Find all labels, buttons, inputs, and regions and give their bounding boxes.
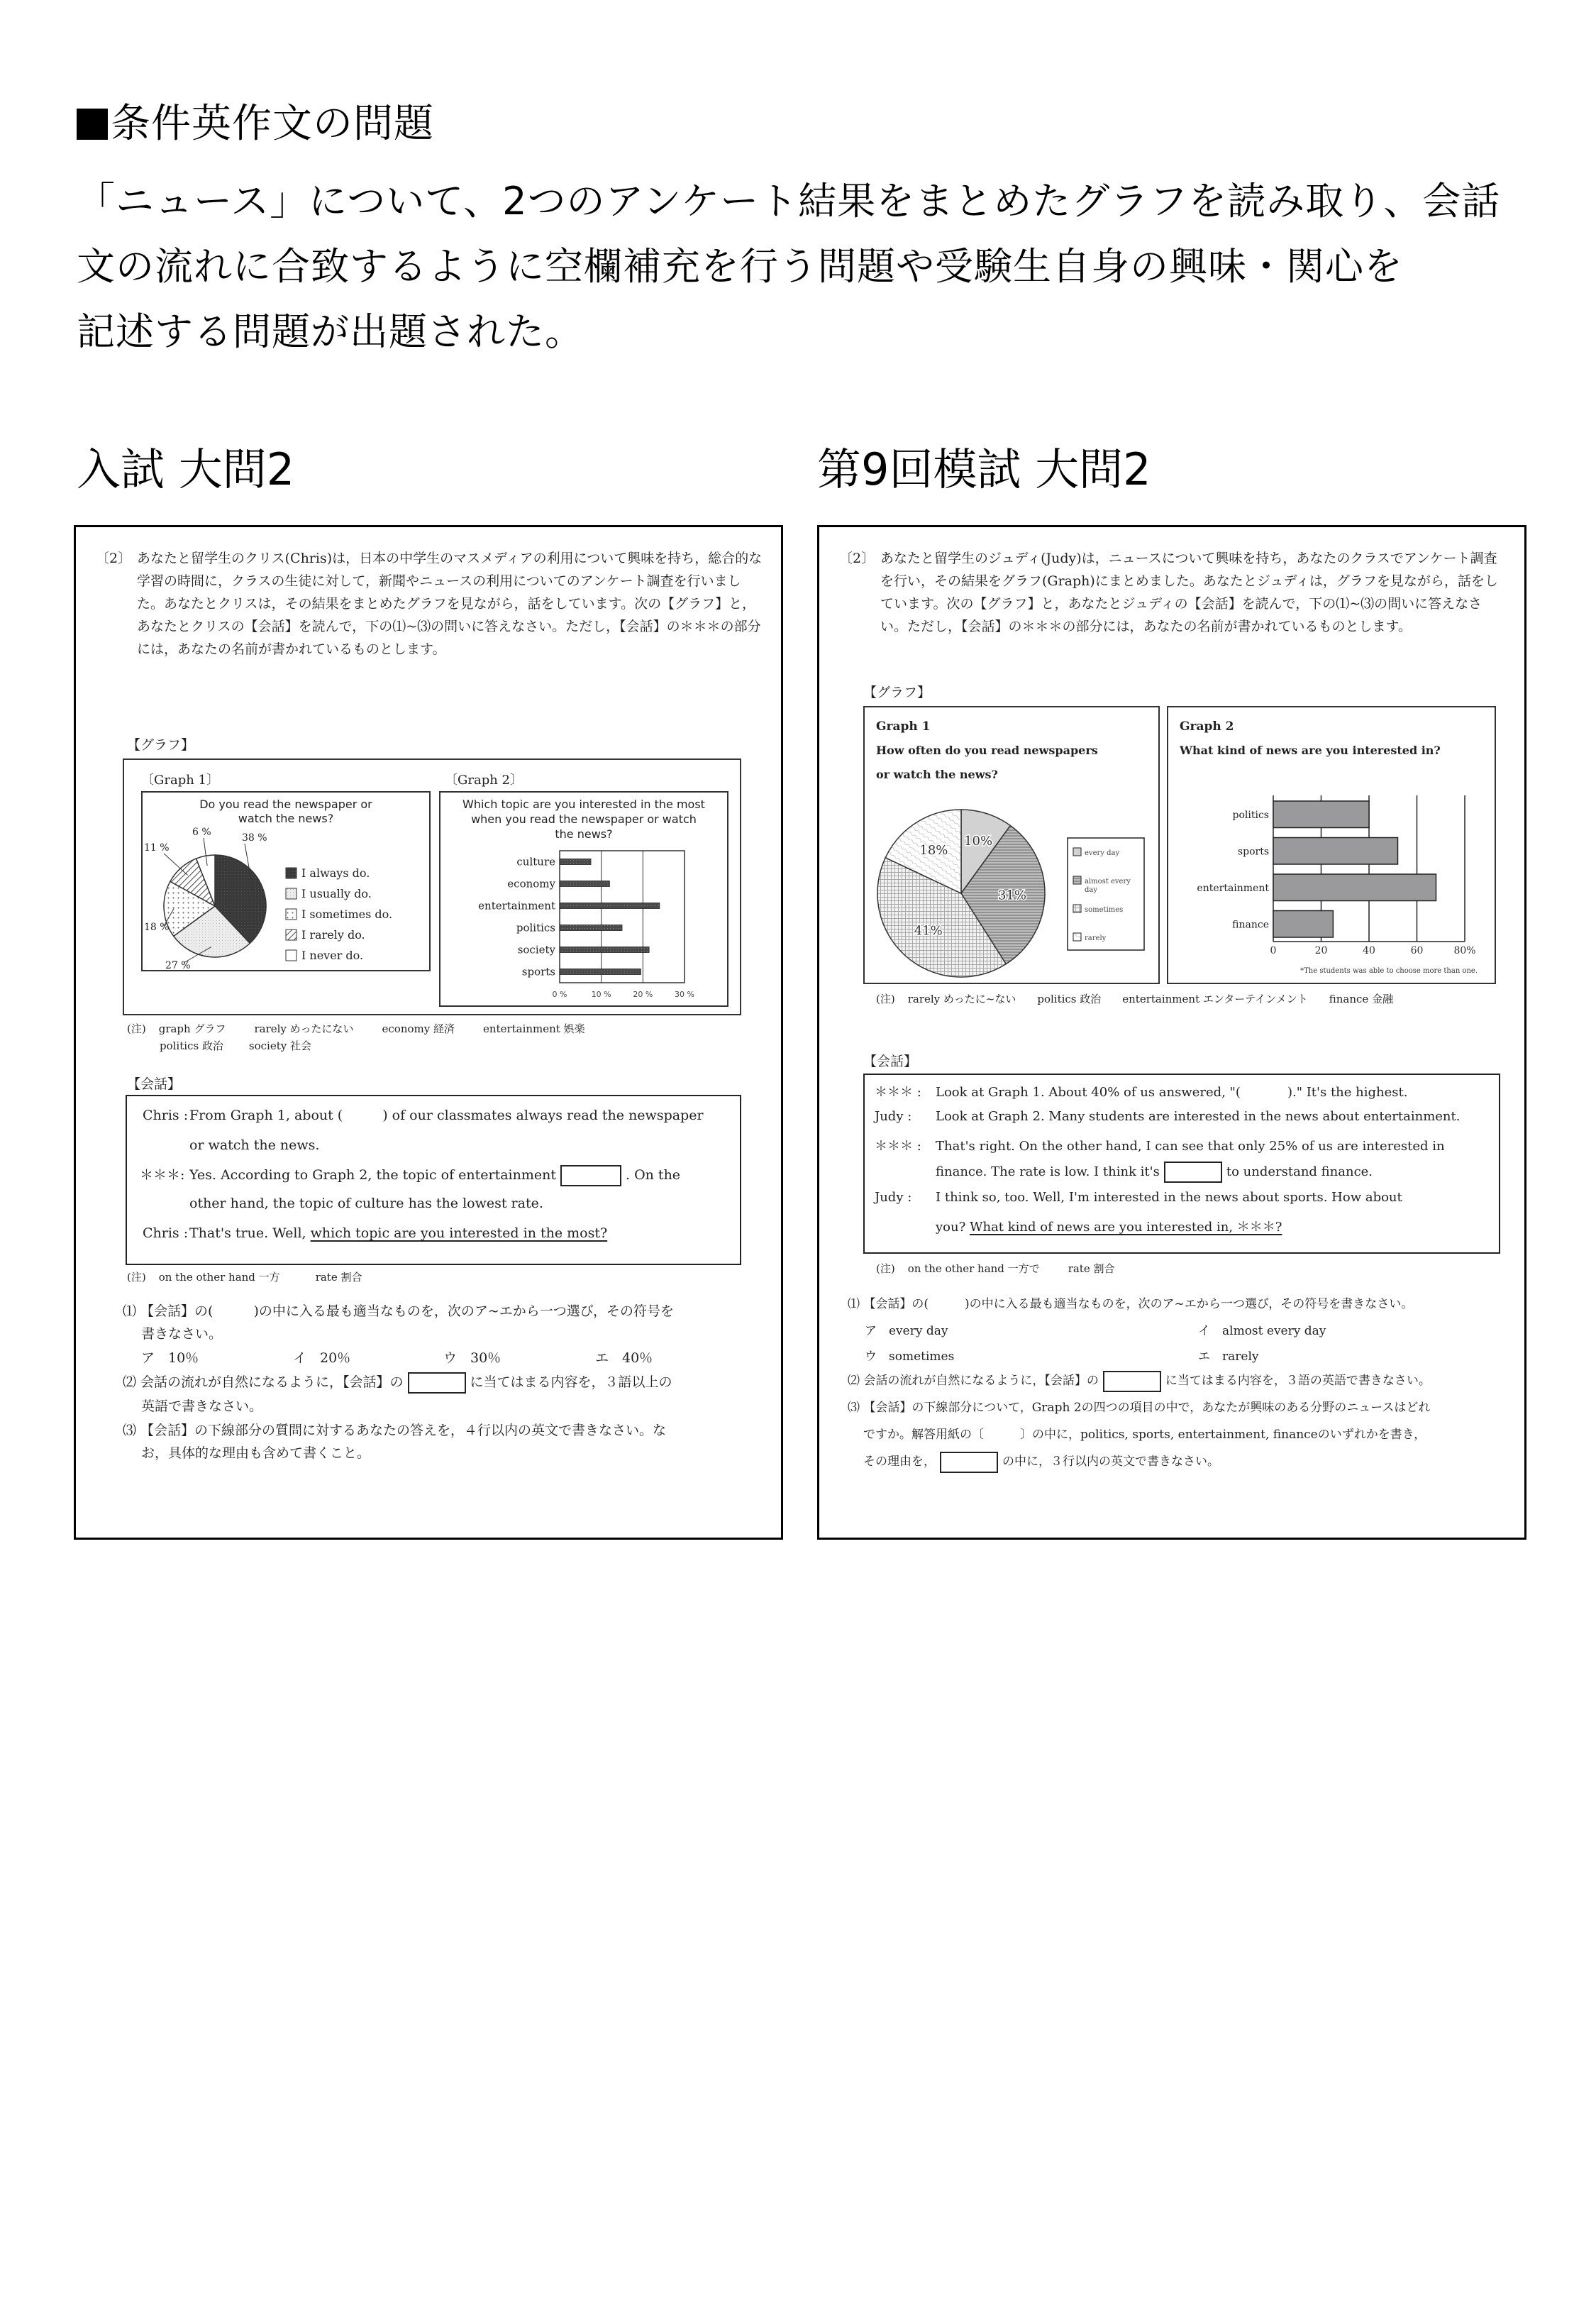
bar [560, 859, 591, 865]
answer-blank-box [1164, 1162, 1222, 1183]
bar [560, 947, 649, 953]
conversation-line [875, 1109, 1460, 1124]
legend-label: I never do. [301, 949, 364, 962]
question-1: ⑴ 【会話】の( )の中に入る最も適当なものを，次のア~エから一つ選び，その符号を [123, 1303, 675, 1319]
utterance: Look at Graph 1. About 40% of us answered, "( [936, 1085, 1241, 1100]
intro-description [77, 169, 1552, 365]
pie-data-label: 31% [997, 888, 1026, 903]
graph2-title-line2: when you read the newspaper or watch [471, 812, 697, 826]
note-item: society 社会 [248, 1039, 311, 1052]
y-category-label: finance [1232, 919, 1269, 931]
x-tick-label: 40 [1363, 945, 1375, 956]
y-category-label: entertainment [478, 899, 555, 912]
legend-label: almost every [1085, 878, 1131, 886]
conversation-line: other hand, the topic of culture has the lowest rate. [189, 1196, 543, 1211]
legend-label: I sometimes do. [301, 907, 393, 921]
graph1-pie-chart [141, 791, 431, 971]
bar [1273, 911, 1333, 938]
utterance: That's right. On the other hand, I can see that only 25% of us are interested in [936, 1139, 1445, 1154]
y-category-label: politics [1232, 809, 1269, 821]
note-marker: (注) [127, 1271, 146, 1284]
graph1-title-line1: How often do you read newspapers [876, 744, 1098, 757]
utterance: ) of our classmates always read the newspaper [382, 1108, 704, 1123]
answer-blank-box [408, 1372, 466, 1394]
y-category-label: sports [1237, 846, 1269, 858]
graph1-title-line2: watch the news? [238, 812, 334, 825]
note-marker: (注) [876, 1262, 895, 1275]
question-3: ⑶ 【会話】の下線部分の質問に対するあなたの答えを，４行以内の英文で書きなさい。な [123, 1423, 667, 1438]
legend-swatch [286, 868, 297, 878]
choice-d: エ rarely [1198, 1350, 1259, 1364]
choice-c: ウ sometimes [865, 1350, 955, 1364]
x-tick-label: 20 % [633, 990, 653, 999]
question-intro [96, 547, 763, 661]
graph1-pie-chart [865, 707, 1158, 983]
legend-label: day [1085, 886, 1098, 894]
conversation-line [875, 1136, 1445, 1154]
question-1-cont: 書きなさい。 [141, 1326, 223, 1342]
conversation-line [143, 1225, 607, 1241]
graph-section-label: 【グラフ】 [863, 685, 931, 700]
y-category-label: politics [516, 921, 555, 934]
legend-label: I rarely do. [301, 928, 365, 942]
question-2-text: に当てはまる内容を，３語以上の [470, 1374, 672, 1390]
note-item: economy 経済 [382, 1022, 455, 1035]
utterance: Look at Graph 2. Many students are interested in the news about entertainment. [936, 1109, 1461, 1124]
question-intro [839, 547, 1506, 638]
question-3-cont: お，具体的な理由も含めて書くこと。 [141, 1445, 371, 1461]
x-tick-label: 20 [1314, 945, 1328, 956]
utterance: . On the [626, 1167, 681, 1183]
right-heading: 第9回模試 大問2 [817, 443, 1151, 495]
choice-d: エ 40％ [595, 1350, 653, 1366]
note-marker: (注) [127, 1022, 146, 1035]
conversation-line [936, 1217, 1282, 1235]
pie-data-label: 10% [964, 833, 993, 849]
choice-c: ウ 30％ [443, 1350, 501, 1366]
legend-label: rarely [1085, 934, 1107, 942]
conversation-box [863, 1074, 1500, 1254]
x-tick-label: 60 [1410, 945, 1424, 956]
legend-swatch [1073, 876, 1081, 884]
vocab-note-line2 [160, 1038, 324, 1053]
intro-title [77, 99, 434, 149]
speaker: Judy : [875, 1109, 912, 1124]
pie-data-label: 27 % [165, 960, 191, 971]
question-number: 〔2〕 [96, 551, 132, 566]
utterance: I think so, too. Well, I'm interested in the news about sports. How about [936, 1190, 1402, 1205]
x-tick-label: 30 % [675, 990, 694, 999]
utterance: That's true. Well, [189, 1225, 306, 1241]
speaker: Chris : [143, 1225, 189, 1241]
intro-line: 「ニュース」について、2つのアンケート結果をまとめたグラフを読み取り、会話 [77, 179, 1501, 224]
question-3-text: その理由を， [863, 1455, 936, 1469]
conversation-line [875, 1190, 1402, 1205]
conversation-box [126, 1095, 741, 1265]
question-intro-text: あなたと留学生のジュディ(Judy)は，ニュースについて興味を持ち，あなたのクラスでアンケート調査を行い，その結果をグラフ(Graph)にまとめました。あなたとジュディは，グラフを見ながら，話をしています。次の【グラフ】と，あなたとジュディの【会話】を読んで，下の⑴~⑶の問いに答えなさい。ただし，【会話】の＊＊＊の部分には，あなたの名前が書かれているものとします。 [880, 551, 1498, 634]
graph1-title-line1: Do you read the newspaper or [199, 798, 372, 811]
note-item: on the other hand 一方で [907, 1262, 1040, 1275]
underlined-question: What kind of news are you interested in, ＊＊＊? [969, 1220, 1282, 1235]
note-item: rate 割合 [1068, 1262, 1115, 1275]
speaker: Judy : [875, 1190, 912, 1205]
utterance: )." It's the highest. [1287, 1085, 1408, 1100]
question-2 [123, 1372, 672, 1394]
utterance: From Graph 1, about ( [189, 1108, 343, 1123]
note-item: politics 政治 [160, 1039, 223, 1052]
x-tick-label: 80% [1453, 945, 1476, 956]
y-category-label: culture [516, 855, 555, 868]
intro-line: 文の流れに合致するように空欄補充を行う問題や受験生自身の興味・関心を [77, 244, 1403, 289]
x-tick-label: 0 % [552, 990, 567, 999]
pie-data-label: 38 % [242, 832, 267, 844]
choice-a: ア every day [865, 1324, 948, 1338]
note-item: entertainment エンターテインメント [1122, 993, 1308, 1005]
question-3: ⑶ 【会話】の下線部分について，Graph 2の四つの項目の中で，あなたが興味のある分野のニュースはどれ [848, 1401, 1431, 1415]
graph2-title: What kind of news are you interested in? [1180, 744, 1441, 757]
question-3-cont [863, 1451, 1219, 1473]
bar [560, 903, 660, 909]
pie-data-label: 6 % [192, 827, 211, 838]
conversation-line: or watch the news. [189, 1137, 320, 1153]
utterance: you? [936, 1220, 966, 1235]
legend-swatch [286, 888, 297, 899]
underlined-question: which topic are you interested in the most? [310, 1225, 608, 1241]
graph2-title-line3: the news? [555, 827, 613, 841]
intro-line: 記述する問題が出題された。 [77, 309, 584, 354]
question-2-text: に当てはまる内容を，３語の英語で書きなさい。 [1165, 1374, 1431, 1388]
conversation-note [127, 1269, 375, 1284]
bar [560, 881, 609, 887]
legend-label: I usually do. [301, 887, 372, 900]
graph2-footnote: *The students was able to choose more than one. [1300, 967, 1478, 975]
conversation-note [876, 1261, 1127, 1276]
x-tick-label: 0 [1270, 945, 1277, 956]
question-2-text: ⑵ 会話の流れが自然になるように，【会話】の [848, 1374, 1099, 1388]
graph-section-label: 【グラフ】 [127, 737, 195, 753]
bar [1273, 801, 1369, 828]
graph2-bar-chart [439, 791, 728, 1007]
question-2-text: ⑵ 会話の流れが自然になるように，【会話】の [123, 1374, 404, 1390]
note-item: entertainment 娯楽 [483, 1022, 585, 1035]
graph1-title-line2: or watch the news? [876, 768, 998, 781]
legend-swatch [286, 950, 297, 961]
note-item: rarely めったに~ない [907, 993, 1016, 1005]
question-3-text: の中に，３行以内の英文で書きなさい。 [1002, 1455, 1219, 1469]
bar [1273, 874, 1436, 901]
legend-label: sometimes [1085, 906, 1124, 914]
graph2-bar-chart [1168, 707, 1495, 983]
y-category-label: entertainment [1197, 882, 1269, 894]
answer-blank-box [1103, 1371, 1161, 1392]
y-category-label: sports [521, 965, 555, 978]
note-item: politics 政治 [1037, 993, 1102, 1005]
utterance: to understand finance. [1226, 1164, 1373, 1179]
note-item: rarely めったにない [254, 1022, 354, 1035]
question-3-cont: ですか。解答用紙の〔 〕の中に，politics, sports, entertainment, financeのいずれかを書き， [863, 1428, 1426, 1442]
utterance: Yes. According to Graph 2, the topic of entertainment [189, 1167, 556, 1183]
choice-a: ア 10％ [141, 1350, 199, 1366]
question-number: 〔2〕 [839, 551, 875, 566]
graph1-label: Graph 1 [876, 719, 931, 734]
speaker: ＊＊＊ : [875, 1085, 921, 1100]
speaker: ＊＊＊ : [875, 1139, 921, 1154]
answer-blank-box [560, 1165, 621, 1186]
y-category-label: economy [507, 877, 555, 890]
intro-title-text: 条件英作文の問題 [111, 101, 434, 147]
bar [560, 969, 641, 975]
legend-swatch [1073, 933, 1081, 941]
speaker: ＊＊＊: [140, 1167, 185, 1183]
mock-exam-panel [817, 525, 1526, 1540]
graph2-title-line1: Which topic are you interested in the most [462, 798, 705, 811]
pie-data-label: 18% [919, 843, 948, 859]
question-intro-text: あなたと留学生のクリス(Chris)は，日本の中学生のマスメディアの利用について興味を持ち，総合的な学習の時間に，クラスの生徒に対して，新聞やニュースの利用についてのアンケート調査を行いました。あなたとクリスは，その結果をまとめたグラフを見ながら，話をしています。次の【グラフ】と，あなたとクリスの【会話】を読んで，下の⑴~⑶の問いに答えなさい。ただし，【会話】の＊＊＊の部分には，あなたの名前が書かれているものとします。 [137, 551, 763, 657]
legend-swatch [286, 909, 297, 920]
plot-area [560, 851, 685, 983]
conversation-label: 【会話】 [863, 1054, 918, 1069]
note-marker: (注) [876, 993, 895, 1005]
choice-b: イ 20％ [293, 1350, 351, 1366]
conversation-line [936, 1162, 1373, 1183]
bar [560, 925, 622, 931]
pie-data-label: 11 % [144, 842, 170, 854]
vocab-note [876, 991, 1406, 1006]
legend-swatch [1073, 905, 1081, 912]
bar [1273, 838, 1398, 865]
question-2-cont: 英語で書きなさい。 [141, 1399, 263, 1414]
note-item: graph グラフ [158, 1022, 226, 1035]
note-item: on the other hand 一方 [158, 1271, 280, 1284]
utterance: finance. The rate is low. I think it's [936, 1164, 1160, 1179]
choice-b: イ almost every day [1198, 1324, 1326, 1338]
y-category-label: society [517, 943, 555, 956]
legend-swatch [286, 929, 297, 940]
conversation-label: 【会話】 [127, 1076, 182, 1092]
left-heading: 入試 大問2 [77, 443, 295, 495]
pie-data-label: 18 % [144, 922, 170, 933]
graph1-label: 〔Graph 1〕 [141, 773, 220, 788]
speaker: Chris : [143, 1108, 189, 1123]
note-item: rate 割合 [315, 1271, 362, 1284]
answer-blank-box [940, 1452, 998, 1473]
graph2-label: 〔Graph 2〕 [445, 773, 523, 788]
x-tick-label: 10 % [591, 990, 611, 999]
conversation-line [140, 1164, 680, 1186]
legend-label: I always do. [301, 866, 370, 880]
vocab-note [127, 1021, 598, 1036]
exam-panel [74, 525, 783, 1540]
conversation-line [875, 1082, 1407, 1100]
question-1: ⑴ 【会話】の( )の中に入る最も適当なものを，次のア~エから一つ選び，その符号を書きなさい。 [848, 1297, 1414, 1311]
graph2-label: Graph 2 [1180, 719, 1234, 734]
legend-label: every day [1085, 849, 1120, 857]
question-2 [848, 1370, 1431, 1392]
note-item: finance 金融 [1329, 993, 1394, 1005]
legend-swatch [1073, 848, 1081, 856]
pie-data-label: 41% [914, 923, 943, 939]
conversation-line [143, 1108, 704, 1123]
black-square-icon [77, 109, 108, 140]
